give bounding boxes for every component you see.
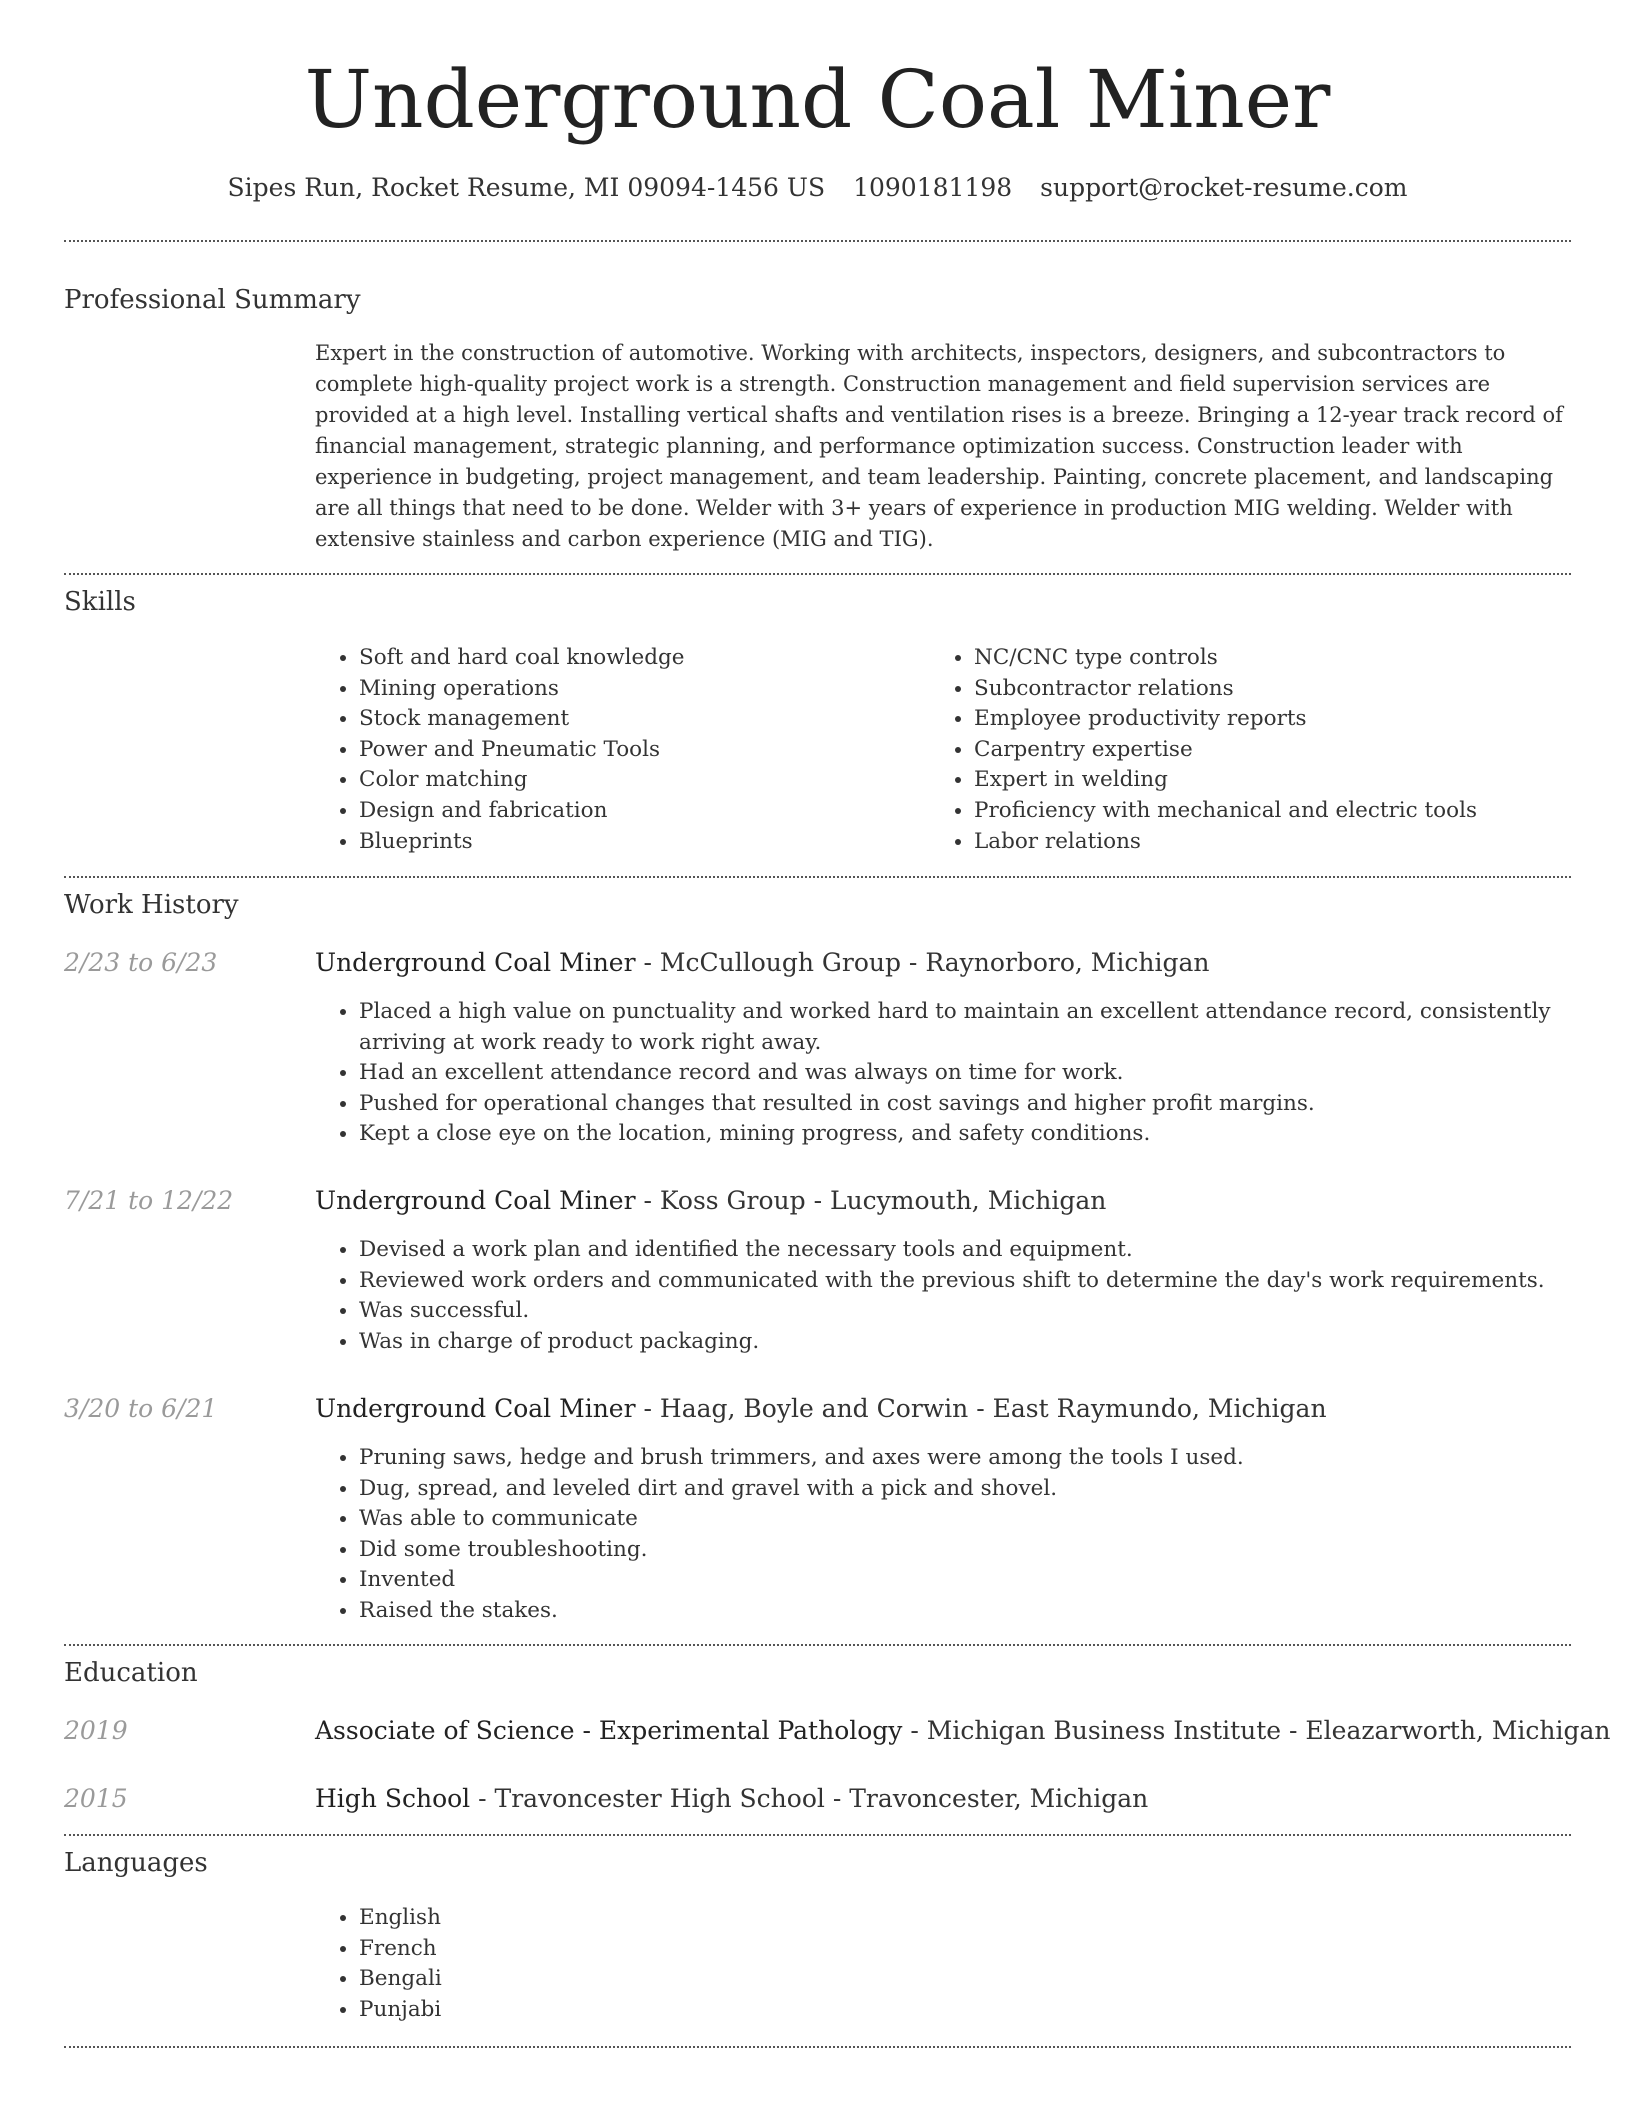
list-item: • Design and fabrication <box>359 796 919 827</box>
education-degree: High School <box>315 1784 471 1813</box>
list-item: • Blueprints <box>359 827 919 858</box>
job-bullets <box>315 1443 1613 1627</box>
job-title <box>315 1391 1327 1427</box>
education-heading: Education <box>64 1658 198 1688</box>
list-item: • Labor relations <box>974 827 1614 858</box>
candidate-name: Underground Coal Miner <box>304 53 1331 146</box>
job-title <box>315 1183 1106 1219</box>
section-divider <box>64 1644 1571 1646</box>
list-item: • Power and Pneumatic Tools <box>359 735 919 766</box>
list-item: • Mining operations <box>359 674 919 705</box>
skills-heading: Skills <box>64 587 136 617</box>
list-item: • Did some troubleshooting. <box>359 1535 1613 1566</box>
education-entry <box>315 1781 1148 1817</box>
list-item: • Placed a high value on punctuality and worked hard to maintain an excellent attendance record, consistently arriving at work ready to work right away. <box>359 997 1613 1058</box>
section-divider <box>64 876 1571 878</box>
list-item: • English <box>359 1903 859 1934</box>
education-year: 2015 <box>64 1784 128 1813</box>
section-divider <box>64 2046 1571 2048</box>
contact-email[interactable]: support@rocket-resume.com <box>1040 173 1408 202</box>
list-item: • Soft and hard coal knowledge <box>359 643 919 674</box>
education-school: - Travoncester High School - Travoncester, Michigan <box>470 1784 1149 1813</box>
list-item: • Proficiency with mechanical and electric tools <box>974 796 1614 827</box>
job-employer: - Koss Group - Lucymouth, Michigan <box>635 1186 1107 1215</box>
languages-heading: Languages <box>64 1848 208 1878</box>
contact-phone: 1090181198 <box>853 173 1013 202</box>
contact-line <box>64 170 1571 206</box>
list-item: • Employee productivity reports <box>974 704 1614 735</box>
job-employer: - Haag, Boyle and Corwin - East Raymundo, Michigan <box>635 1394 1327 1423</box>
list-item: • French <box>359 1934 859 1965</box>
list-item: • Was able to communicate <box>359 1504 1613 1535</box>
job-dates: 3/20 to 6/21 <box>64 1394 218 1423</box>
education-school: - Michigan Business Institute - Eleazarworth, Michigan <box>902 1716 1611 1745</box>
list-item: • Stock management <box>359 704 919 735</box>
list-item: • Was successful. <box>359 1296 1613 1327</box>
summary-heading: Professional Summary <box>64 285 361 315</box>
job-dates: 7/21 to 12/22 <box>64 1186 234 1215</box>
list-item: • Kept a close eye on the location, mining progress, and safety conditions. <box>359 1119 1613 1150</box>
list-item: • Color matching <box>359 765 919 796</box>
list-item: • Subcontractor relations <box>974 674 1614 705</box>
job-role: Underground Coal Miner <box>315 948 636 977</box>
list-item: • Reviewed work orders and communicated with the previous shift to determine the day's work requirements. <box>359 1266 1613 1297</box>
job-role: Underground Coal Miner <box>315 1394 636 1423</box>
section-divider <box>64 573 1571 575</box>
list-item: • Pruning saws, hedge and brush trimmers, and axes were among the tools I used. <box>359 1443 1613 1474</box>
list-item: • Devised a work plan and identified the necessary tools and equipment. <box>359 1235 1613 1266</box>
contact-address: Sipes Run, Rocket Resume, MI 09094-1456 US <box>227 173 826 202</box>
education-degree: Associate of Science - Experimental Pathology <box>315 1716 903 1745</box>
list-item: • Raised the stakes. <box>359 1596 1613 1627</box>
job-role: Underground Coal Miner <box>315 1186 636 1215</box>
list-item: • Carpentry expertise <box>974 735 1614 766</box>
list-item: • Invented <box>359 1565 1613 1596</box>
languages-list <box>315 1903 859 2025</box>
list-item: • Bengali <box>359 1964 859 1995</box>
list-item: • Was in charge of product packaging. <box>359 1327 1613 1358</box>
job-bullets <box>315 1235 1613 1357</box>
job-bullets <box>315 997 1613 1150</box>
skills-list-left <box>315 643 919 857</box>
education-entry <box>315 1713 1611 1749</box>
job-title <box>315 945 1210 981</box>
list-item: • Had an excellent attendance record and was always on time for work. <box>359 1058 1613 1089</box>
section-divider <box>64 1834 1571 1836</box>
job-dates: 2/23 to 6/23 <box>64 948 218 977</box>
list-item: • Punjabi <box>359 1995 859 2026</box>
work-history-heading: Work History <box>64 890 239 920</box>
section-divider <box>64 240 1571 242</box>
list-item: • NC/CNC type controls <box>974 643 1614 674</box>
list-item: • Dug, spread, and leveled dirt and gravel with a pick and shovel. <box>359 1474 1613 1505</box>
list-item: • Expert in welding <box>974 765 1614 796</box>
list-item: • Pushed for operational changes that resulted in cost savings and higher profit margins. <box>359 1089 1613 1120</box>
summary-text: Expert in the construction of automotive. Working with architects, inspectors, designers, and subcontractors to complete high-quality project work is a strength. Construction management and field supervision services are provided at a high level. Installing vertical shafts and ventilation rises is a breeze. Bringing a 12-year track record of financial management, strategic planning, and performance optimization success. Construction leader with experience in budgeting, project management, and team leadership. Painting, concrete placement, and landscaping are all things that need to be done. Welder with 3+ years of experience in production MIG welding. Welder with extensive stainless and carbon experience (MIG and TIG). <box>315 341 1563 551</box>
education-year: 2019 <box>64 1716 128 1745</box>
skills-list-right <box>930 643 1614 857</box>
job-employer: - McCullough Group - Raynorboro, Michigan <box>635 948 1210 977</box>
